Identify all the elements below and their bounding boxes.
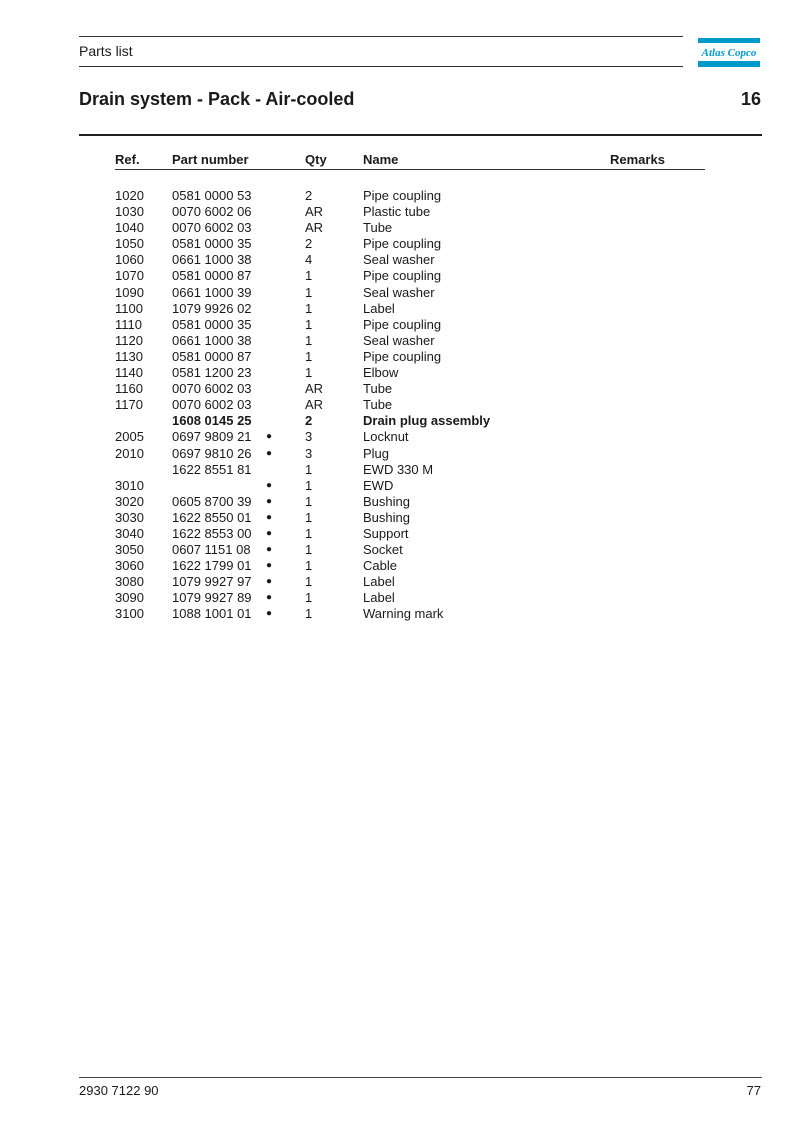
table-row xyxy=(0,349,800,365)
table-row xyxy=(0,574,800,590)
cell-bullet-icon: ● xyxy=(266,608,273,620)
table-row xyxy=(0,252,800,268)
cell-qty: 1 xyxy=(305,284,313,300)
cell-part-number: 0661 1000 39 xyxy=(172,284,252,300)
table-row xyxy=(0,542,800,558)
cell-part-number: 0581 0000 35 xyxy=(172,236,252,252)
cell-part-number: 0581 0000 35 xyxy=(172,316,252,332)
cell-qty: 2 xyxy=(305,236,313,252)
cell-name: Cable xyxy=(363,558,397,574)
cell-bullet-icon: ● xyxy=(266,447,273,459)
cell-qty: 1 xyxy=(305,461,313,477)
cell-ref: 3060 xyxy=(115,558,144,574)
cell-name: Label xyxy=(363,590,395,606)
cell-qty: 1 xyxy=(305,316,313,332)
cell-ref: 1130 xyxy=(115,348,143,364)
cell-name: Tube xyxy=(363,220,393,236)
table-row xyxy=(0,478,800,494)
cell-name: Warning mark xyxy=(363,606,444,622)
table-row xyxy=(0,220,800,236)
page-number: 77 xyxy=(746,1083,761,1098)
table-row xyxy=(0,526,800,542)
cell-name: Locknut xyxy=(363,429,409,445)
cell-ref: 3080 xyxy=(115,574,144,590)
cell-ref: 3050 xyxy=(115,542,144,558)
cell-ref: 1040 xyxy=(115,220,144,236)
table-row xyxy=(0,510,800,526)
cell-name: Tube xyxy=(363,381,393,397)
cell-part-number: 0697 9809 21 xyxy=(172,429,252,445)
cell-ref: 1060 xyxy=(115,252,144,268)
cell-ref: 1140 xyxy=(115,365,143,381)
table-row xyxy=(0,446,800,462)
cell-bullet-icon: ● xyxy=(266,592,273,604)
footer-rule xyxy=(79,1077,762,1078)
table-header-rule xyxy=(115,169,705,170)
cell-qty: 1 xyxy=(305,365,313,381)
cell-qty: AR xyxy=(305,220,324,236)
cell-part-number: 0581 0000 87 xyxy=(172,268,252,284)
cell-part-number: 0661 1000 38 xyxy=(172,332,252,348)
cell-name: Pipe coupling xyxy=(363,188,442,203)
col-header-ref: Ref. xyxy=(115,152,140,167)
table-row xyxy=(0,590,800,606)
table-row xyxy=(0,268,800,284)
cell-part-number: 0070 6002 06 xyxy=(172,204,252,220)
document-number: 2930 7122 90 xyxy=(79,1083,159,1098)
cell-qty: 1 xyxy=(305,590,313,606)
cell-part-number: 1622 8550 01 xyxy=(172,509,252,525)
cell-part-number: 1079 9927 97 xyxy=(172,574,252,590)
cell-name: Pipe coupling xyxy=(363,348,442,364)
cell-name: Pipe coupling xyxy=(363,268,442,284)
cell-qty: 3 xyxy=(305,429,313,445)
header-section-label: Parts list xyxy=(79,43,133,59)
cell-qty: 1 xyxy=(305,332,313,348)
table-row xyxy=(0,317,800,333)
cell-qty: AR xyxy=(305,204,324,220)
cell-part-number: 0605 8700 39 xyxy=(172,493,252,509)
cell-part-number: 0070 6002 03 xyxy=(172,381,252,397)
cell-ref: 3100 xyxy=(115,606,144,622)
cell-qty: 4 xyxy=(305,252,313,268)
cell-bullet-icon: ● xyxy=(266,431,273,443)
cell-ref: 3020 xyxy=(115,493,144,509)
cell-name: Pipe coupling xyxy=(363,316,442,332)
cell-ref: 1030 xyxy=(115,204,144,220)
header-rule-top xyxy=(79,36,683,37)
cell-bullet-icon: ● xyxy=(266,479,273,491)
table-row xyxy=(0,494,800,510)
cell-qty: 1 xyxy=(305,574,313,590)
cell-part-number: 0581 0000 87 xyxy=(172,348,252,364)
cell-part-number: 0581 1200 23 xyxy=(172,365,252,381)
cell-part-number: 1079 9927 89 xyxy=(172,590,252,606)
cell-ref: 2005 xyxy=(115,429,144,445)
cell-name: Support xyxy=(363,525,409,541)
cell-name: Plug xyxy=(363,445,390,461)
cell-name: Plastic tube xyxy=(363,204,431,220)
svg-text:Atlas Copco: Atlas Copco xyxy=(701,47,757,59)
cell-ref: 1170 xyxy=(115,397,143,413)
col-header-name: Name xyxy=(363,152,399,167)
table-row xyxy=(0,606,800,622)
table-row xyxy=(0,188,800,204)
table-row xyxy=(0,333,800,349)
table-row xyxy=(0,397,800,413)
parts-table-body xyxy=(0,188,800,623)
cell-part-number: 0661 1000 38 xyxy=(172,252,252,268)
cell-name: Label xyxy=(363,574,395,590)
cell-qty: 1 xyxy=(305,493,313,509)
cell-part-number: 0070 6002 03 xyxy=(172,220,252,236)
cell-qty: AR xyxy=(305,381,324,397)
cell-qty: 1 xyxy=(305,558,313,574)
cell-qty: 2 xyxy=(305,188,313,203)
table-row xyxy=(0,558,800,574)
table-row xyxy=(0,381,800,397)
cell-bullet-icon: ● xyxy=(266,560,273,572)
page-title: Drain system - Pack - Air-cooled xyxy=(79,89,355,109)
table-row xyxy=(0,462,800,478)
cell-part-number: 1622 8553 00 xyxy=(172,525,252,541)
table-row xyxy=(0,301,800,317)
cell-bullet-icon: ● xyxy=(266,511,273,523)
cell-ref: 1120 xyxy=(115,332,143,348)
table-row xyxy=(0,429,800,445)
cell-part-number: 1608 0145 25 xyxy=(172,413,252,429)
cell-qty: 1 xyxy=(305,477,313,493)
cell-ref: 1100 xyxy=(115,300,143,316)
col-header-part-number: Part number xyxy=(172,152,249,167)
cell-bullet-icon: ● xyxy=(266,495,273,507)
cell-qty: 1 xyxy=(305,268,313,284)
cell-qty: 3 xyxy=(305,445,313,461)
cell-qty: AR xyxy=(305,397,324,413)
cell-qty: 1 xyxy=(305,300,313,316)
cell-ref: 3010 xyxy=(115,477,144,493)
cell-qty: 2 xyxy=(305,413,313,429)
cell-name: Seal washer xyxy=(363,252,435,268)
cell-part-number: 0697 9810 26 xyxy=(172,445,252,461)
col-header-qty: Qty xyxy=(305,152,327,167)
cell-qty: 1 xyxy=(305,348,313,364)
cell-part-number: 1622 8551 81 xyxy=(172,461,252,477)
cell-ref: 1070 xyxy=(115,268,144,284)
cell-name: Bushing xyxy=(363,493,410,509)
cell-part-number: 0581 0000 53 xyxy=(172,188,252,203)
cell-bullet-icon: ● xyxy=(266,576,273,588)
title-rule xyxy=(79,134,762,136)
cell-ref: 1050 xyxy=(115,236,144,252)
cell-part-number: 1622 1799 01 xyxy=(172,558,252,574)
cell-qty: 1 xyxy=(305,606,313,622)
cell-bullet-icon: ● xyxy=(266,544,273,556)
table-row xyxy=(0,236,800,252)
cell-qty: 1 xyxy=(305,525,313,541)
cell-name: Seal washer xyxy=(363,332,435,348)
section-number: 16 xyxy=(740,89,761,109)
cell-name: Label xyxy=(363,300,395,316)
table-row xyxy=(0,285,800,301)
cell-name: Tube xyxy=(363,397,393,413)
table-row xyxy=(0,365,800,381)
table-row xyxy=(0,204,800,220)
cell-part-number: 1088 1001 01 xyxy=(172,606,252,622)
cell-name: Bushing xyxy=(363,509,410,525)
cell-name: Elbow xyxy=(363,365,399,381)
cell-name: Socket xyxy=(363,542,403,558)
cell-ref: 1020 xyxy=(115,188,144,203)
cell-qty: 1 xyxy=(305,509,313,525)
cell-name: EWD 330 M xyxy=(363,461,434,477)
cell-ref: 1110 xyxy=(115,316,142,332)
cell-name: Drain plug assembly xyxy=(363,413,491,429)
header-rule-bottom xyxy=(79,66,683,67)
table-row xyxy=(0,413,800,429)
col-header-remarks: Remarks xyxy=(610,152,665,167)
cell-part-number: 0070 6002 03 xyxy=(172,397,252,413)
cell-qty: 1 xyxy=(305,542,313,558)
cell-part-number: 0607 1151 08 xyxy=(172,542,251,558)
cell-name: Seal washer xyxy=(363,284,435,300)
cell-part-number: 1079 9926 02 xyxy=(172,300,252,316)
cell-ref: 1160 xyxy=(115,381,143,397)
cell-ref: 3030 xyxy=(115,509,144,525)
cell-ref: 1090 xyxy=(115,284,144,300)
cell-bullet-icon: ● xyxy=(266,527,273,539)
cell-name: Pipe coupling xyxy=(363,236,442,252)
cell-ref: 2010 xyxy=(115,445,144,461)
cell-ref: 3090 xyxy=(115,590,144,606)
cell-name: EWD xyxy=(363,477,394,493)
cell-ref: 3040 xyxy=(115,525,144,541)
atlas-copco-logo xyxy=(698,38,760,67)
